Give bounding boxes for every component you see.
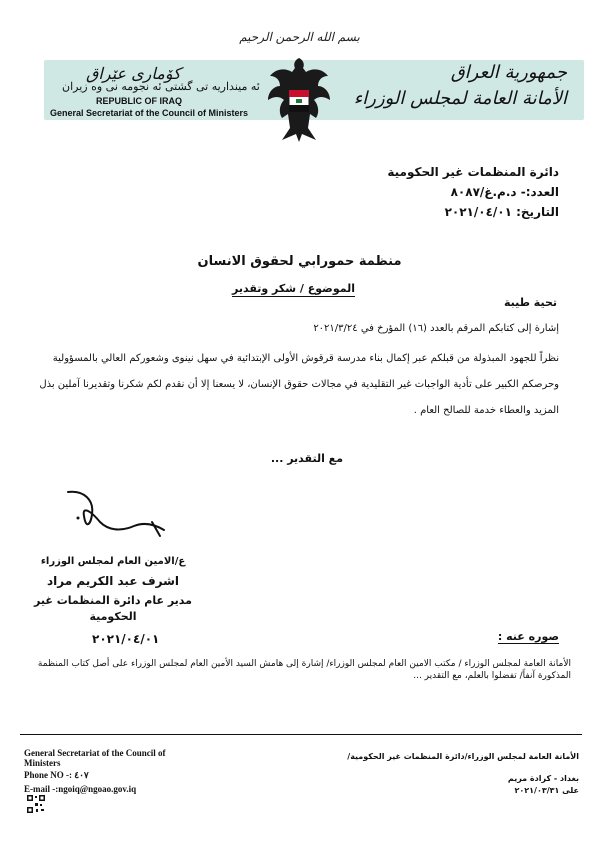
paragraph-reference: إشارة إلى كتابكم المرقم بالعدد (١٦) المؤرخ في ٢٠٢١/٣/٢٤ [313,323,559,334]
footer-date: على ٢٠٢١/٠٣/٣١ [514,786,579,795]
header-secretariat-arabic: الأمانة العامة لمجلس الوزراء [353,88,567,109]
footer-org-english-continued: Ministers [24,758,61,768]
greeting: تحية طيبة [503,296,557,309]
header-left-kurdish: ئە مینداریە تی گشتی ئە نجومە نی وە زیران [62,80,260,93]
reference-number [451,185,559,199]
signatory-title-continued: الحكومية [89,610,137,623]
header-republic-english: REPUBLIC OF IRAQ [96,96,183,106]
subject-line: الموضوع / شكر وتقدير [232,282,355,295]
footer-address: بغداد - كرادة مريم [507,774,579,783]
number-label: العدد:- [520,185,559,199]
signature-on-behalf: ع/الامين العام لمجلس الوزراء [40,556,186,567]
header-republic-arabic: جمهورية العراق [450,62,567,83]
eagle-emblem-icon [262,54,336,146]
closing: مع التقدير ... [270,452,343,465]
date-value: ٢٠٢١/٠٤/٠١ [444,205,512,219]
qr-code-icon [26,794,46,814]
footer-phone: Phone NO -: ٤٠٧ [24,770,89,780]
header-secretariat-english: General Secretariat of the Council of Ministers [50,108,249,118]
cc-title: صوره عنه : [497,630,559,643]
number-value: د.م.غ/٨٠٨٧ [450,185,517,199]
bismillah: بسم الله الرحمن الرحيم [239,30,360,44]
paragraph-body: نظراً للجهود المبذولة من قبلكم عبر إكمال بناء مدرسة قرقوش الأولى الإبتدائية في سهل نينوى وشعوركم العالي بالمسؤولية وحرصكم الكبير على تأدية الواجبات غير التقليدية في مجالات حقوق الإنسان، لا يسعنا إلا أن نقدم لكم شكرنا وتقديرنا آملين بذل المزيد والعطاء خدمة للصالح العام . [39,353,559,416]
department-name: دائرة المنظمات غير الحكومية [387,165,559,179]
date-label: التاريخ: [516,205,559,219]
signatory-title: مدير عام دائرة المنظمات غير [34,594,192,607]
header-left-arabic: كۆماری عێراق [86,64,181,83]
recipient: منظمة حمورابي لحقوق الانسان [197,254,402,269]
signature-date: ٢٠٢١/٠٤/٠١ [92,632,160,646]
cc-body: الأمانة العامة لمجلس الوزراء / مكتب الامين العام لمجلس الوزراء/ إشارة إلى هامش السيد الأمين العام لمجلس الوزراء على أصل كتاب المنظمة المذكورة آنفاً/ تفضلوا بالعلم، مع التقدير ... [37,659,571,681]
signatory-name: اشرف عبد الكريم مراد [46,574,180,588]
footer-divider [20,734,582,735]
footer-email[interactable]: E-mail -:ngoiq@ngoao.gov.iq [24,784,137,794]
letter-date [445,205,559,219]
footer-org-arabic: الأمانة العامة لمجلس الوزراء/دائرة المنظمات غير الحكومية/ [347,752,579,761]
footer-org-english: General Secretariat of the Council of [24,748,166,758]
handwritten-signature [64,486,168,542]
